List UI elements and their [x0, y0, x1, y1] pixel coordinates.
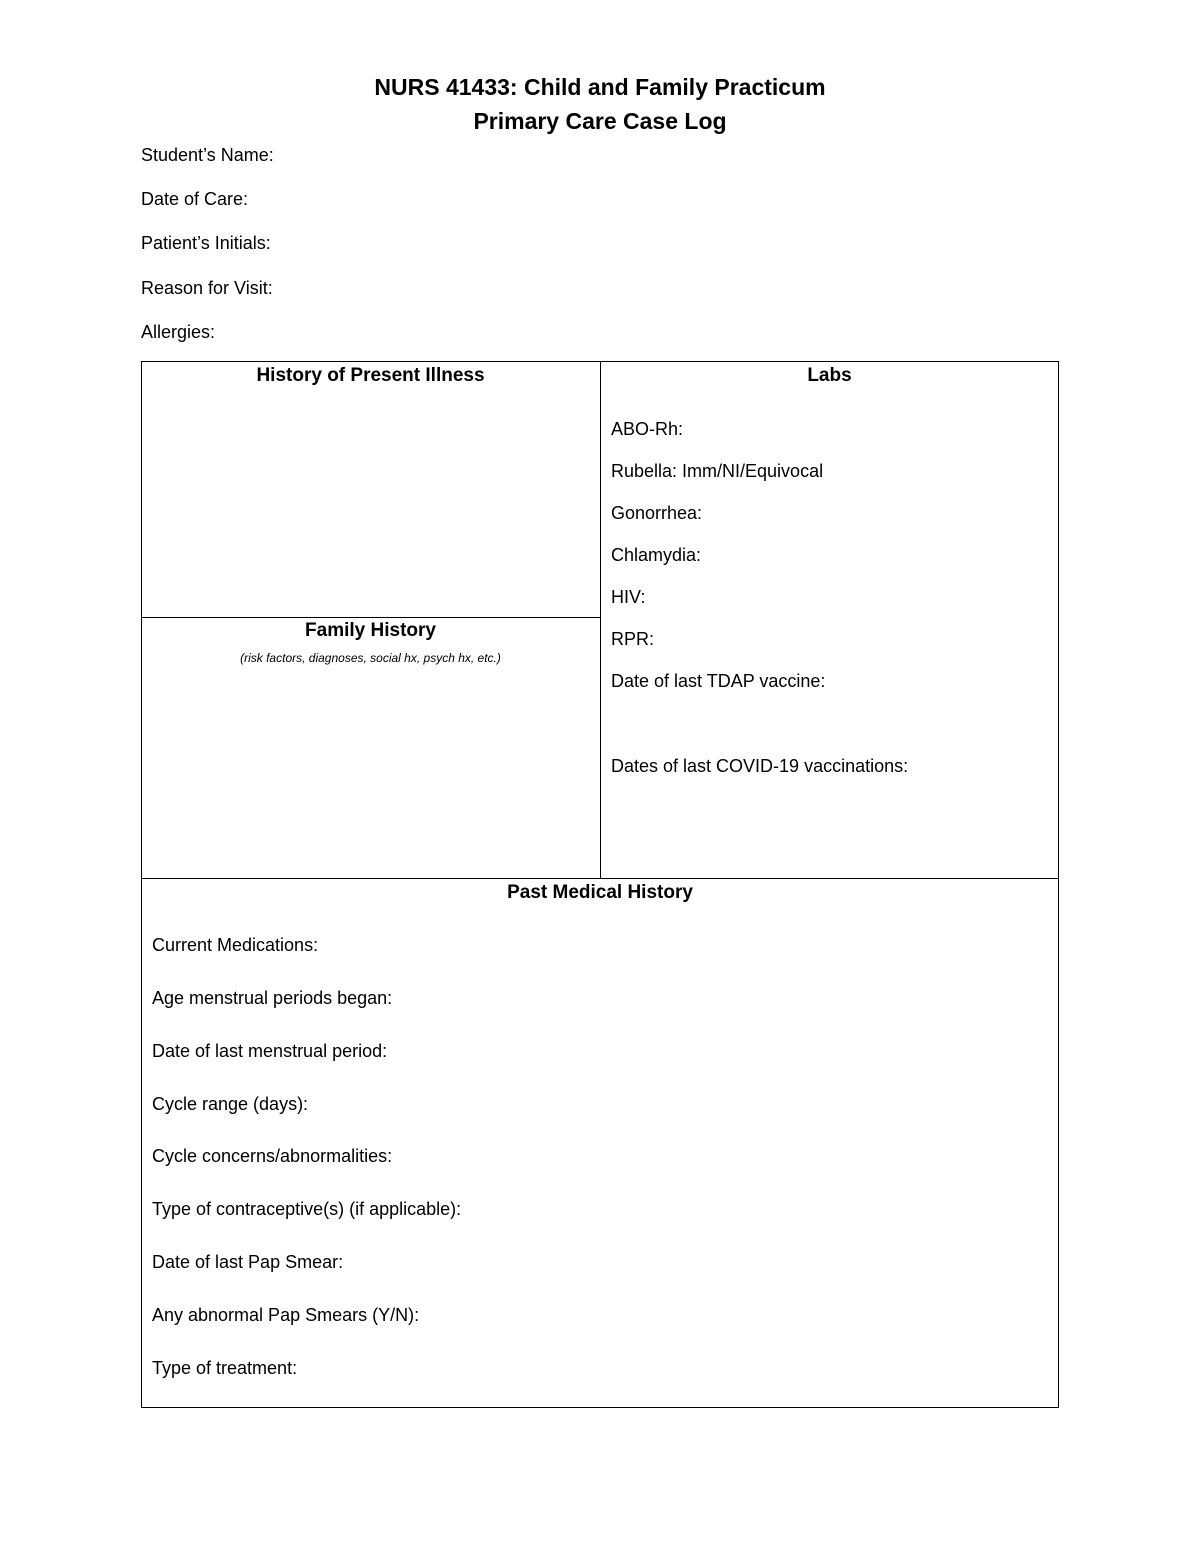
- table-border-bottom: [141, 1407, 1059, 1408]
- pmh-item-menstrual-onset: Age menstrual periods began:: [152, 988, 393, 1008]
- pmh-item-cycle-concerns: Cycle concerns/abnormalities:: [152, 1146, 393, 1166]
- hpi-family-divider: [141, 617, 600, 618]
- reason-for-visit-field: Reason for Visit:: [141, 278, 273, 298]
- pmh-item-current-medications: Current Medications:: [152, 935, 319, 955]
- student-name-field: Student’s Name:: [141, 145, 274, 165]
- pmh-item-treatment: Type of treatment:: [152, 1358, 298, 1378]
- family-history-heading: Family History: [305, 620, 436, 641]
- patient-initials-field: Patient’s Initials:: [141, 233, 271, 253]
- family-history-note: (risk factors, diagnoses, social hx, psych hx, etc.): [240, 651, 501, 665]
- pmh-item-cycle-range: Cycle range (days):: [152, 1094, 309, 1114]
- pmh-divider: [141, 878, 1059, 879]
- lab-item-hiv: HIV:: [611, 587, 646, 607]
- lab-item-abo-rh: ABO-Rh:: [611, 419, 684, 439]
- lab-item-rpr: RPR:: [611, 629, 655, 649]
- lab-item-gonorrhea: Gonorrhea:: [611, 503, 703, 523]
- date-of-care-field: Date of Care:: [141, 189, 249, 209]
- document-title: NURS 41433: Child and Family Practicum: [374, 74, 826, 100]
- pmh-heading: Past Medical History: [507, 882, 693, 903]
- pmh-item-last-menstrual-period: Date of last menstrual period:: [152, 1041, 388, 1061]
- pmh-item-last-pap-smear: Date of last Pap Smear:: [152, 1252, 344, 1272]
- lab-item-tdap: Date of last TDAP vaccine:: [611, 671, 826, 691]
- lab-item-chlamydia: Chlamydia:: [611, 545, 702, 565]
- pmh-item-abnormal-pap: Any abnormal Pap Smears (Y/N):: [152, 1305, 420, 1325]
- labs-heading: Labs: [807, 365, 852, 386]
- column-divider: [600, 361, 601, 879]
- hpi-heading: History of Present Illness: [256, 365, 485, 386]
- lab-item-covid: Dates of last COVID-19 vaccinations:: [611, 756, 909, 776]
- pmh-item-contraceptive: Type of contraceptive(s) (if applicable):: [152, 1199, 462, 1219]
- lab-item-rubella: Rubella: Imm/NI/Equivocal: [611, 461, 824, 481]
- case-log-table: [141, 361, 1059, 1408]
- allergies-field: Allergies:: [141, 322, 216, 342]
- document-subtitle: Primary Care Case Log: [473, 108, 727, 134]
